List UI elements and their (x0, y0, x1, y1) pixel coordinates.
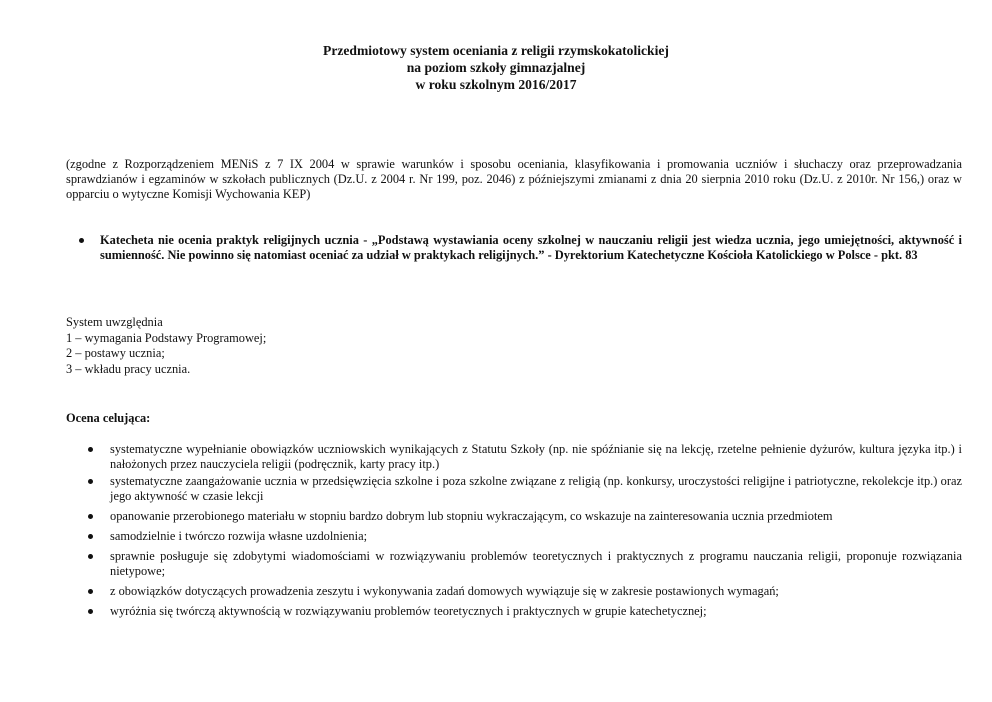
bullet-icon (88, 609, 93, 614)
bullet-icon (88, 554, 93, 559)
criteria-text: systematyczne wypełnianie obowiązków uczniowskich wynikających z Statutu Szkoły (np. nie spóźnianie się na lekcję, rzetelne pełnienie dyżurów, kultura języka itp.) i nałożonych przez nauczyciela religii (podręcznik, karty pracy itp.) (110, 442, 962, 471)
note-text: Katecheta nie ocenia praktyk religijnych ucznia - „Podstawą wystawiania oceny szkolnej w nauczaniu religii jest wiedza ucznia, jego umiejętności, aktywność i sumienność. Nie powinno się natomiast oceniać za udział w praktykach religijnych.” - Dyrektorium Katechetyczne Kościoła Katolickiego w Polsce - pkt. 83 (100, 233, 962, 262)
grade-criteria-list (66, 442, 962, 624)
note-item (54, 233, 962, 263)
document-title (0, 42, 992, 93)
bullet-icon (88, 534, 93, 539)
bullet-icon (88, 479, 93, 484)
bullet-icon (88, 447, 93, 452)
bullet-icon (88, 589, 93, 594)
criteria-item (66, 529, 962, 544)
criteria-item (66, 474, 962, 504)
grade-heading: Ocena celująca: (66, 411, 151, 425)
note-list (54, 233, 962, 263)
title-line-3: w roku szkolnym 2016/2017 (415, 77, 577, 92)
title-line-1: Przedmiotowy system oceniania z religii rzymskokatolickiej (323, 43, 669, 58)
criteria-text: z obowiązków dotyczących prowadzenia zeszytu i wykonywania zadań domowych wywiązuje się w zakresie postawionych wymagań; (110, 584, 779, 598)
title-line-2: na poziom szkoły gimnazjalnej (406, 60, 586, 75)
system-heading: System uwzględnia (66, 315, 163, 329)
system-section (66, 315, 666, 377)
system-item: 1 – wymagania Podstawy Programowej; (66, 330, 267, 345)
system-item: 3 – wkładu pracy ucznia. (66, 361, 191, 376)
criteria-text: opanowanie przerobionego materiału w stopniu bardzo dobrym lub stopniu wykraczającym, co wskazuje na zainteresowania ucznia przedmiotem (110, 509, 833, 523)
criteria-text: samodzielnie i twórczo rozwija własne uzdolnienia; (110, 529, 368, 543)
criteria-item (66, 442, 962, 472)
intro-paragraph: (zgodne z Rozporządzeniem MENiS z 7 IX 2004 w sprawie warunków i sposobu oceniania, klasyfikowania i promowania uczniów i słuchaczy oraz przeprowadzania sprawdzianów i egzaminów w szkołach publicznych (Dz.U. z 2004 r. Nr 199, poz. 2046) z późniejszymi zmianami z dnia 20 sierpnia 2010 roku (Dz.U. z 2010r. Nr 156,) oraz w opparciu o wytyczne Komisji Wychowania KEP) (66, 157, 962, 201)
criteria-item (66, 584, 962, 599)
bullet-icon (79, 238, 84, 243)
criteria-item (66, 604, 962, 619)
criteria-item (66, 549, 962, 579)
criteria-item (66, 509, 962, 524)
criteria-text: wyróżnia się twórczą aktywnością w rozwiązywaniu problemów teoretycznych i praktycznych w grupie katechetycznej; (110, 604, 707, 618)
system-item: 2 – postawy ucznia; (66, 346, 165, 360)
criteria-text: systematyczne zaangażowanie ucznia w przedsięwzięcia szkolne i poza szkolne związane z religią (np. konkursy, uroczystości religijne i patriotyczne, rekolekcje itp.) oraz jego aktywność w czasie lekcji (110, 474, 962, 503)
criteria-text: sprawnie posługuje się zdobytymi wiadomościami w rozwiązywaniu problemów teoretycznych i praktycznych z programu nauczania religii, proponuje rozwiązania nietypowe; (110, 549, 962, 578)
bullet-icon (88, 514, 93, 519)
